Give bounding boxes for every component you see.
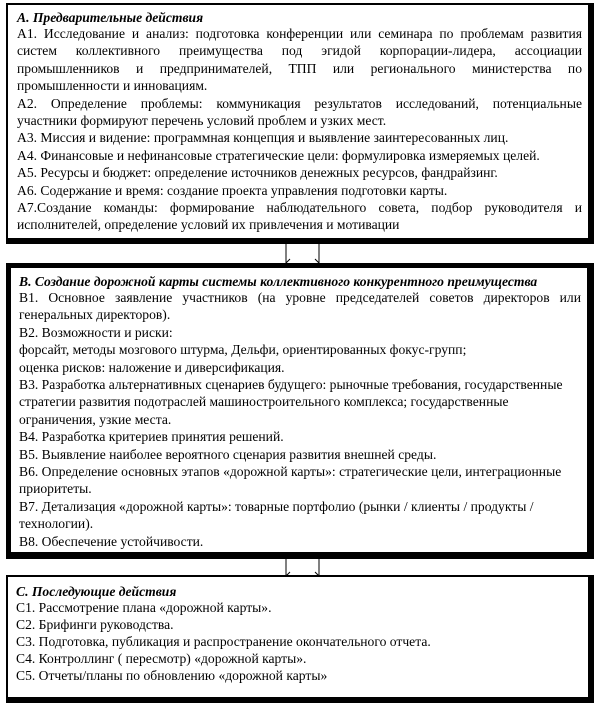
list-item: А2. Определение проблемы: коммуникация результатов исследований, потенциальные участники формируют перечень условий проблем и узких мест. bbox=[17, 95, 582, 129]
list-item: В6. Определение основных этапов «дорожной карты»: стратегические цели, интеграционные приоритеты. bbox=[19, 464, 562, 497]
list-item: А1. Исследование и анализ: подготовка конференции или семинара по проблемам развития систем коллективного преимущества под эгидой корпорации-лидера, ассоциации промышленников и предпринимателей, ТПП или регионального министерства по промышленности и инновациям. bbox=[17, 26, 582, 94]
list-item: А6. Содержание и время: создание проекта управления подготовки карты. bbox=[17, 182, 448, 198]
list-item: С1. Рассмотрение плана «дорожной карты». bbox=[16, 600, 272, 615]
list-item: В3. Разработка альтернативных сценариев будущего: рыночные требования, государственные стратегии развития подотраслей машиностроительного комплекса; государственные ограничения, узкие места. bbox=[19, 377, 563, 427]
list-item: А5. Ресурсы и бюджет: определение источников денежных ресурсов, фандрайзинг. bbox=[17, 165, 498, 181]
list-item: В7. Детализация «дорожной карты»: товарные портфолио (рынки / клиенты / продукты / технологии). bbox=[19, 498, 534, 532]
list-item: А3. Миссия и видение: программная концепция и выявление заинтересованных лиц. bbox=[17, 130, 509, 146]
list-item: В1. Основное заявление участников (на уровне председателей советов директоров или генеральных директоров). bbox=[19, 290, 581, 323]
section-a-box bbox=[6, 3, 594, 244]
section-title: В. Создание дорожной карты системы коллективного конкурентного преимущества bbox=[19, 274, 538, 289]
flow-arrow-a-b bbox=[270, 243, 340, 265]
list-item: А7.Создание команды: формирование наблюдательного совета, подбор руководителя и исполнителей, определение условий их привлечения и мотивации bbox=[17, 200, 582, 233]
list-item: С5. Отчеты/планы по обновлению «дорожной карты» bbox=[16, 668, 328, 683]
list-item: форсайт, методы мозгового штурма, Дельфи, ориентированных фокус-групп; bbox=[19, 342, 467, 358]
list-item: С4. Контроллинг ( пересмотр) «дорожной карты». bbox=[16, 651, 307, 666]
list-item: А4. Финансовые и нефинансовые стратегические цели: формулировка измеряемых целей. bbox=[17, 147, 540, 163]
section-title: С. Последующие действия bbox=[16, 584, 177, 599]
section-b-box bbox=[6, 263, 594, 559]
list-item: С3. Подготовка, публикация и распространение окончательного отчета. bbox=[16, 634, 431, 649]
list-item: В2. Возможности и риски: bbox=[19, 324, 173, 340]
list-item: В4. Разработка критериев принятия решений. bbox=[19, 429, 284, 445]
list-item: оценка рисков: наложение и диверсификация. bbox=[19, 359, 285, 375]
list-item: В8. Обеспечение устойчивости. bbox=[19, 533, 204, 549]
list-item: В5. Выявление наиболее вероятного сценария развития внешней среды. bbox=[19, 446, 437, 462]
section-title: А. Предварительные действия bbox=[17, 10, 204, 25]
list-item: С2. Брифинги руководства. bbox=[16, 617, 174, 632]
section-c-box bbox=[6, 575, 594, 703]
